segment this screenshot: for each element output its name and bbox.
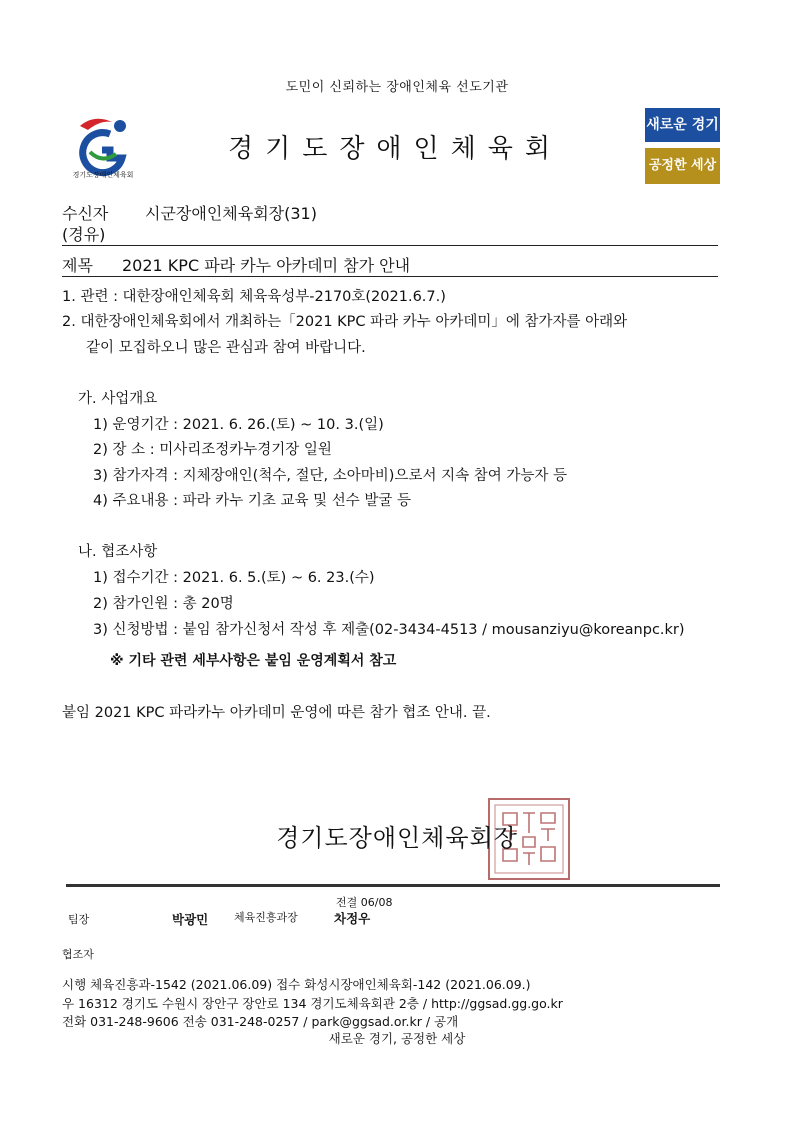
section-b-item: 3) 신청방법 : 붙임 참가신청서 작성 후 제출(02-3434-4513 / mousanziyu@koreanpc.kr): [93, 622, 685, 638]
approval-note: 전결 06/08: [336, 896, 393, 909]
section-a-item: 4) 주요내용 : 파라 카누 기초 교육 및 선수 발굴 등: [93, 493, 411, 509]
dept-label: 체육진흥과장: [234, 911, 298, 924]
enforce-line: 시행 체육진흥과-1542 (2021.06.09) 접수 화성시장애인체육회-142 (2021.06.09.): [62, 977, 531, 992]
contact-line: 전화 031-248-9606 전송 031-248-0257 / park@ggsad.or.kr / 공개: [62, 1014, 459, 1029]
via-label: (경유): [62, 225, 106, 244]
section-a-item: 1) 운영기간 : 2021. 6. 26.(토) ~ 10. 3.(일): [93, 417, 384, 433]
footer-divider: [66, 884, 720, 887]
logo-caption: 경기도장애인체육회: [72, 171, 134, 179]
team-lead-name: 박광민: [172, 912, 209, 927]
body-item-2-line-1: 2. 대한장애인체육회에서 개최하는「2021 KPC 파라 카누 아카데미」에 참가자를 아래와: [62, 314, 628, 330]
body-item-1: 1. 관련 : 대한장애인체육회 체육육성부-2170호(2021.6.7.): [62, 289, 446, 305]
section-a-item: 2) 장 소 : 미사리조정카누경기장 일원: [93, 442, 332, 458]
section-b-item: 1) 접수기간 : 2021. 6. 5.(토) ~ 6. 23.(수): [93, 570, 375, 586]
approver-name: 차정우: [334, 911, 371, 926]
section-a-title: 가. 사업개요: [78, 391, 158, 407]
body-item-2-line-2: 같이 모집하오니 많은 관심과 참여 바랍니다.: [86, 340, 366, 356]
badge-top-text: 새로운 경기: [645, 108, 720, 142]
header-slogan: 도민이 신뢰하는 장애인체육 선도기관: [285, 80, 509, 95]
recipient-value: 시군장애인체육회장(31): [145, 204, 317, 223]
section-b-item: 2) 참가인원 : 총 20명: [93, 596, 234, 612]
address-line: 우 16312 경기도 수원시 장안구 장안로 134 경기도체육회관 2층 / http://ggsad.gg.go.kr: [62, 996, 563, 1011]
cooperator-label: 협조자: [62, 948, 94, 961]
attachment-line: 붙임 2021 KPC 파라카누 아카데미 운영에 따른 참가 협조 안내. 끝.: [62, 705, 491, 721]
page-title: 경기도장애인체육회: [227, 134, 563, 164]
section-a-item: 3) 참가자격 : 지체장애인(척수, 절단, 소아마비)으로서 지속 참여 가능자 등: [93, 468, 567, 484]
divider: [62, 245, 718, 246]
recipient-label: 수신자: [62, 204, 109, 223]
divider: [62, 276, 718, 277]
slogan-badge: [645, 108, 720, 184]
subject-value: 2021 KPC 파라 카누 아카데미 참가 안내: [122, 256, 411, 275]
footer-motto: 새로운 경기, 공정한 세상: [328, 1031, 466, 1046]
note-text: ※ 기타 관련 세부사항은 붙임 운영계획서 참고: [110, 653, 397, 669]
subject-label: 제목: [62, 256, 93, 275]
team-lead-label: 팀장: [68, 913, 90, 926]
badge-bottom-text: 공정한 세상: [645, 148, 720, 184]
sender-title: 경기도장애인체육회장: [276, 824, 518, 852]
section-b-title: 나. 협조사항: [78, 544, 158, 560]
